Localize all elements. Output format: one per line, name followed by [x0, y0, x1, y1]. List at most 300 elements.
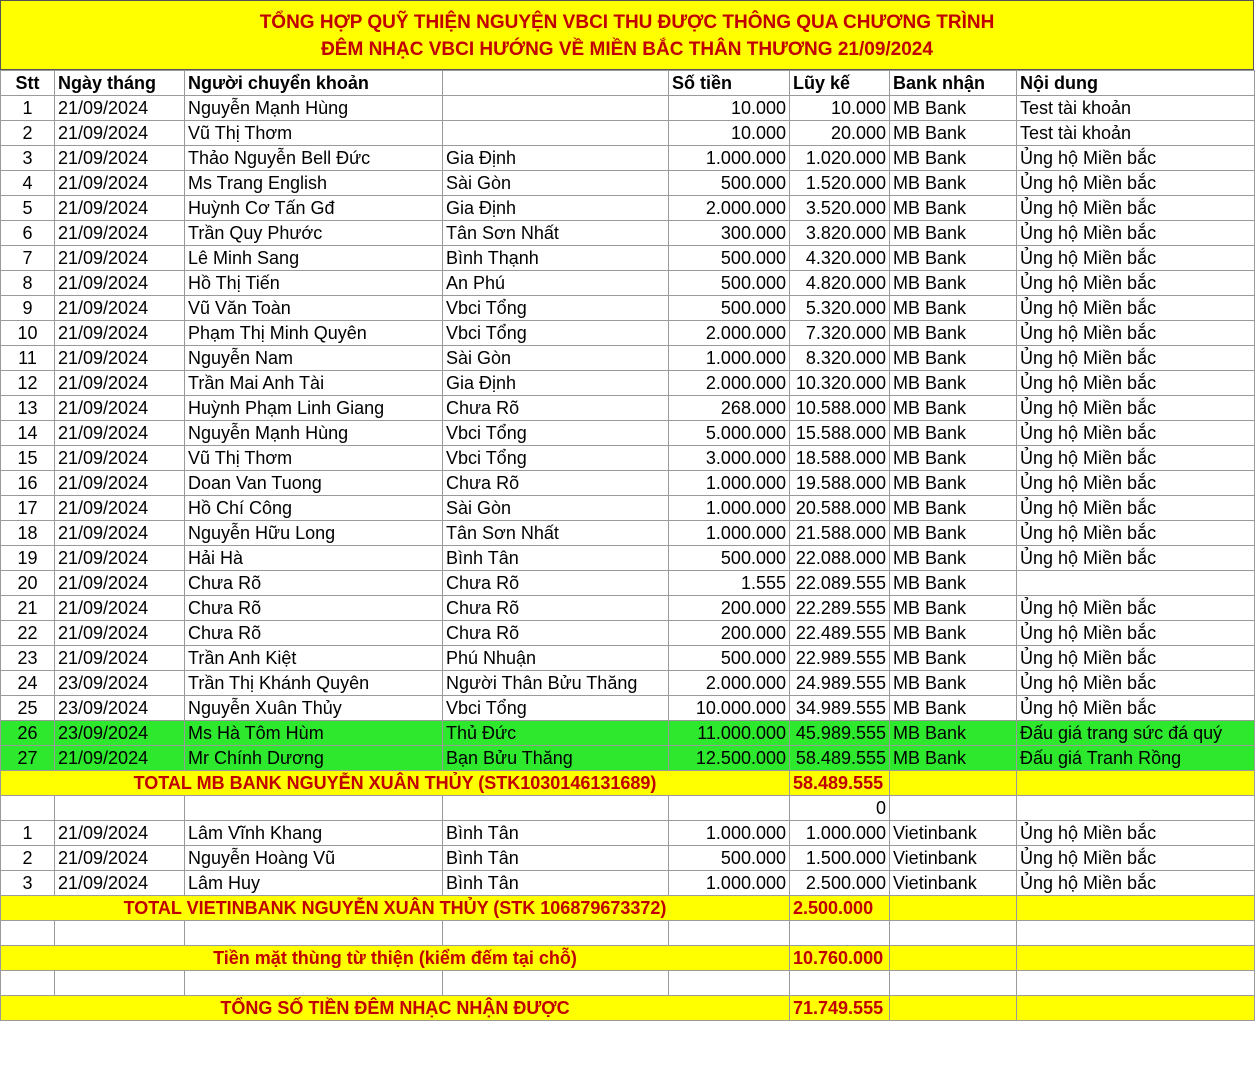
cell-cumulative: 20.588.000 — [790, 496, 890, 521]
grand-total-row — [1, 996, 1255, 1021]
cell-content: Ủng hộ Miền bắc — [1017, 221, 1255, 246]
cell-stt: 4 — [1, 171, 55, 196]
header-cumulative: Lũy kế — [790, 71, 890, 96]
table-row — [1, 421, 1255, 446]
cell-stt: 7 — [1, 246, 55, 271]
header-sender: Người chuyển khoản — [185, 71, 443, 96]
cell-place: Bình Tân — [443, 871, 669, 896]
cell-sender: Trần Mai Anh Tài — [185, 371, 443, 396]
table-row — [1, 521, 1255, 546]
empty-cell — [1017, 921, 1255, 946]
table-row — [1, 571, 1255, 596]
cell-stt: 13 — [1, 396, 55, 421]
cell-cumulative: 3.520.000 — [790, 196, 890, 221]
cell-sender: Nguyễn Nam — [185, 346, 443, 371]
cell-date: 21/09/2024 — [55, 546, 185, 571]
empty-cell — [890, 971, 1017, 996]
table-row — [1, 371, 1255, 396]
title-line-2: ĐÊM NHẠC VBCI HƯỚNG VỀ MIỀN BẮC THÂN THƯƠNG 21/09/2024 — [321, 39, 933, 60]
cell-sender: Ms Hà Tôm Hùm — [185, 721, 443, 746]
cell-date: 21/09/2024 — [55, 321, 185, 346]
cell-place: Chưa Rõ — [443, 396, 669, 421]
cell-sender: Hải Hà — [185, 546, 443, 571]
cell-bank: MB Bank — [890, 171, 1017, 196]
cell-bank: MB Bank — [890, 221, 1017, 246]
cell-date: 21/09/2024 — [55, 846, 185, 871]
cell-sender: Nguyễn Hữu Long — [185, 521, 443, 546]
cell-cumulative: 24.989.555 — [790, 671, 890, 696]
cell-sender: Trần Anh Kiệt — [185, 646, 443, 671]
cell-content: Đấu giá Tranh Rồng — [1017, 746, 1255, 771]
empty-cell — [185, 921, 443, 946]
header-row — [1, 71, 1255, 96]
cell-content: Ủng hộ Miền bắc — [1017, 621, 1255, 646]
cell-stt: 12 — [1, 371, 55, 396]
table-row — [1, 296, 1255, 321]
cell-content: Ủng hộ Miền bắc — [1017, 671, 1255, 696]
cell-content: Ủng hộ Miền bắc — [1017, 596, 1255, 621]
empty-row — [1, 796, 1255, 821]
cell-cumulative: 7.320.000 — [790, 321, 890, 346]
empty-cell — [55, 971, 185, 996]
cell-cumulative: 8.320.000 — [790, 346, 890, 371]
cell-amount: 10.000 — [669, 121, 790, 146]
empty-cell — [890, 996, 1017, 1021]
mb-total-row-label: TOTAL MB BANK NGUYỄN XUÂN THỦY (STK1030146131689) — [1, 771, 790, 796]
cell-bank: MB Bank — [890, 246, 1017, 271]
vietin-total-row-value: 2.500.000 — [790, 896, 890, 921]
cell-place: Vbci Tổng — [443, 421, 669, 446]
cell-place: Vbci Tổng — [443, 696, 669, 721]
table-row — [1, 821, 1255, 846]
cell-content: Ủng hộ Miền bắc — [1017, 346, 1255, 371]
cell-date: 21/09/2024 — [55, 346, 185, 371]
cell-content: Test tài khoản — [1017, 121, 1255, 146]
cell-stt: 8 — [1, 271, 55, 296]
table-row — [1, 871, 1255, 896]
cell-bank: Vietinbank — [890, 846, 1017, 871]
header-bank: Bank nhận — [890, 71, 1017, 96]
cell-content: Ủng hộ Miền bắc — [1017, 646, 1255, 671]
empty-cell — [1, 921, 55, 946]
cell-content: Ủng hộ Miền bắc — [1017, 296, 1255, 321]
cell-stt: 27 — [1, 746, 55, 771]
table-row — [1, 146, 1255, 171]
cell-stt: 16 — [1, 471, 55, 496]
cell-date: 21/09/2024 — [55, 446, 185, 471]
cell-amount: 11.000.000 — [669, 721, 790, 746]
cell-amount: 1.000.000 — [669, 146, 790, 171]
empty-cell — [890, 946, 1017, 971]
cell-place: Bình Thạnh — [443, 246, 669, 271]
cell-content: Ủng hộ Miền bắc — [1017, 471, 1255, 496]
cell-bank: Vietinbank — [890, 871, 1017, 896]
cell-amount: 500.000 — [669, 646, 790, 671]
cell-place: Vbci Tổng — [443, 296, 669, 321]
cell-place: Chưa Rõ — [443, 621, 669, 646]
empty-cell — [669, 796, 790, 821]
table-row — [1, 846, 1255, 871]
cell-stt: 26 — [1, 721, 55, 746]
cell-amount: 2.000.000 — [669, 321, 790, 346]
cell-stt: 22 — [1, 621, 55, 646]
cell-content: Ủng hộ Miền bắc — [1017, 846, 1255, 871]
cell-stt: 14 — [1, 421, 55, 446]
sheet-title — [0, 0, 1254, 70]
cell-sender: Vũ Văn Toàn — [185, 296, 443, 321]
cell-amount: 1.000.000 — [669, 496, 790, 521]
cell-cumulative: 22.289.555 — [790, 596, 890, 621]
table-row — [1, 746, 1255, 771]
cell-place: Chưa Rõ — [443, 596, 669, 621]
title-line-1: TỔNG HỢP QUỸ THIỆN NGUYỆN VBCI THU ĐƯỢC THÔNG QUA CHƯƠNG TRÌNH — [259, 12, 995, 33]
cell-cumulative: 2.500.000 — [790, 871, 890, 896]
cell-stt: 15 — [1, 446, 55, 471]
cell-date: 23/09/2024 — [55, 696, 185, 721]
cell-content — [1017, 571, 1255, 596]
cell-place: Bình Tân — [443, 546, 669, 571]
cell-sender: Trần Quy Phước — [185, 221, 443, 246]
cell-cumulative: 19.588.000 — [790, 471, 890, 496]
cell-bank: MB Bank — [890, 596, 1017, 621]
empty-cell — [890, 771, 1017, 796]
cell-date: 21/09/2024 — [55, 146, 185, 171]
table-row — [1, 271, 1255, 296]
table-row — [1, 446, 1255, 471]
table-row — [1, 696, 1255, 721]
cell-date: 21/09/2024 — [55, 296, 185, 321]
cell-stt: 23 — [1, 646, 55, 671]
empty-cell — [1017, 771, 1255, 796]
cell-place: Sài Gòn — [443, 171, 669, 196]
vietin-total-row-label: TOTAL VIETINBANK NGUYỄN XUÂN THỦY (STK 106879673372) — [1, 896, 790, 921]
cell-amount: 200.000 — [669, 621, 790, 646]
cell-bank: MB Bank — [890, 346, 1017, 371]
cell-sender: Ms Trang English — [185, 171, 443, 196]
cell-stt: 11 — [1, 346, 55, 371]
table-row — [1, 221, 1255, 246]
empty-cell: 0 — [790, 796, 890, 821]
cell-cumulative: 22.989.555 — [790, 646, 890, 671]
cell-place — [443, 96, 669, 121]
cell-date: 21/09/2024 — [55, 221, 185, 246]
cell-sender: Nguyễn Mạnh Hùng — [185, 96, 443, 121]
empty-cell — [443, 971, 669, 996]
cell-cumulative: 34.989.555 — [790, 696, 890, 721]
cell-stt: 10 — [1, 321, 55, 346]
cell-bank: MB Bank — [890, 321, 1017, 346]
cell-bank: MB Bank — [890, 421, 1017, 446]
empty-row — [1, 921, 1255, 946]
empty-cell — [890, 921, 1017, 946]
empty-cell — [669, 971, 790, 996]
cell-sender: Chưa Rõ — [185, 571, 443, 596]
cell-place: Tân Sơn Nhất — [443, 521, 669, 546]
cell-stt: 25 — [1, 696, 55, 721]
cell-place: Bình Tân — [443, 821, 669, 846]
cell-stt: 19 — [1, 546, 55, 571]
cell-amount: 500.000 — [669, 846, 790, 871]
header-date: Ngày tháng — [55, 71, 185, 96]
cell-content: Ủng hộ Miền bắc — [1017, 146, 1255, 171]
empty-cell — [185, 971, 443, 996]
cell-sender: Chưa Rõ — [185, 596, 443, 621]
table-row — [1, 121, 1255, 146]
donation-table — [0, 70, 1255, 1021]
cell-bank: MB Bank — [890, 196, 1017, 221]
grand-total-row-label: TỔNG SỐ TIỀN ĐÊM NHẠC NHẬN ĐƯỢC — [1, 996, 790, 1021]
cell-cumulative: 1.020.000 — [790, 146, 890, 171]
cell-stt: 2 — [1, 846, 55, 871]
cell-content: Ủng hộ Miền bắc — [1017, 396, 1255, 421]
cell-content: Ủng hộ Miền bắc — [1017, 871, 1255, 896]
table-row — [1, 471, 1255, 496]
cell-bank: MB Bank — [890, 571, 1017, 596]
mb-total-row — [1, 771, 1255, 796]
cell-amount: 500.000 — [669, 171, 790, 196]
cell-cumulative: 1.000.000 — [790, 821, 890, 846]
cell-sender: Vũ Thị Thơm — [185, 446, 443, 471]
cell-bank: MB Bank — [890, 671, 1017, 696]
cell-place: Chưa Rõ — [443, 471, 669, 496]
cell-amount: 500.000 — [669, 271, 790, 296]
empty-cell — [1017, 971, 1255, 996]
header-amount: Số tiền — [669, 71, 790, 96]
cell-amount: 1.000.000 — [669, 821, 790, 846]
cell-content: Ủng hộ Miền bắc — [1017, 421, 1255, 446]
cell-sender: Hồ Thị Tiến — [185, 271, 443, 296]
cell-bank: Vietinbank — [890, 821, 1017, 846]
cell-date: 21/09/2024 — [55, 371, 185, 396]
cell-amount: 10.000.000 — [669, 696, 790, 721]
table-row — [1, 721, 1255, 746]
cell-date: 21/09/2024 — [55, 271, 185, 296]
cell-place: Vbci Tổng — [443, 321, 669, 346]
empty-cell — [890, 796, 1017, 821]
cell-stt: 1 — [1, 96, 55, 121]
cell-content: Ủng hộ Miền bắc — [1017, 496, 1255, 521]
cell-sender: Mr Chính Dương — [185, 746, 443, 771]
table-row — [1, 171, 1255, 196]
cell-amount: 12.500.000 — [669, 746, 790, 771]
empty-cell — [443, 796, 669, 821]
cell-date: 21/09/2024 — [55, 871, 185, 896]
cell-amount: 1.000.000 — [669, 521, 790, 546]
cell-stt: 3 — [1, 146, 55, 171]
cell-date: 21/09/2024 — [55, 571, 185, 596]
cell-place: Chưa Rõ — [443, 571, 669, 596]
cell-bank: MB Bank — [890, 646, 1017, 671]
table-row — [1, 671, 1255, 696]
cell-place: Người Thân Bửu Thăng — [443, 671, 669, 696]
empty-cell — [1, 971, 55, 996]
header-content: Nội dung — [1017, 71, 1255, 96]
cell-amount: 1.555 — [669, 571, 790, 596]
cell-bank: MB Bank — [890, 271, 1017, 296]
cell-sender: Nguyễn Xuân Thủy — [185, 696, 443, 721]
empty-cell — [790, 921, 890, 946]
cell-sender: Phạm Thị Minh Quyên — [185, 321, 443, 346]
cell-stt: 18 — [1, 521, 55, 546]
empty-cell — [55, 921, 185, 946]
cell-date: 21/09/2024 — [55, 521, 185, 546]
table-row — [1, 96, 1255, 121]
cell-date: 21/09/2024 — [55, 496, 185, 521]
cell-sender: Nguyễn Mạnh Hùng — [185, 421, 443, 446]
cell-place: Tân Sơn Nhất — [443, 221, 669, 246]
cell-amount: 300.000 — [669, 221, 790, 246]
cell-cumulative: 10.320.000 — [790, 371, 890, 396]
mb-total-row-value: 58.489.555 — [790, 771, 890, 796]
cell-place: An Phú — [443, 271, 669, 296]
cell-cumulative: 20.000 — [790, 121, 890, 146]
cell-content: Test tài khoản — [1017, 96, 1255, 121]
cell-cumulative: 3.820.000 — [790, 221, 890, 246]
cell-date: 21/09/2024 — [55, 621, 185, 646]
header-place — [443, 71, 669, 96]
cell-sender: Vũ Thị Thơm — [185, 121, 443, 146]
cell-stt: 17 — [1, 496, 55, 521]
empty-cell — [1017, 996, 1255, 1021]
table-row — [1, 621, 1255, 646]
cell-bank: MB Bank — [890, 371, 1017, 396]
cell-bank: MB Bank — [890, 521, 1017, 546]
cell-date: 21/09/2024 — [55, 246, 185, 271]
cell-bank: MB Bank — [890, 746, 1017, 771]
cash-row-value: 10.760.000 — [790, 946, 890, 971]
cell-sender: Lê Minh Sang — [185, 246, 443, 271]
cell-place: Gia Định — [443, 196, 669, 221]
cell-cumulative: 4.320.000 — [790, 246, 890, 271]
empty-row — [1, 971, 1255, 996]
cell-amount: 2.000.000 — [669, 371, 790, 396]
cell-date: 21/09/2024 — [55, 746, 185, 771]
cell-stt: 6 — [1, 221, 55, 246]
cell-bank: MB Bank — [890, 146, 1017, 171]
cell-sender: Lâm Vĩnh Khang — [185, 821, 443, 846]
cell-stt: 20 — [1, 571, 55, 596]
cell-sender: Thảo Nguyễn Bell Đức — [185, 146, 443, 171]
empty-cell — [669, 921, 790, 946]
cell-cumulative: 4.820.000 — [790, 271, 890, 296]
cell-bank: MB Bank — [890, 471, 1017, 496]
table-row — [1, 546, 1255, 571]
cell-content: Ủng hộ Miền bắc — [1017, 371, 1255, 396]
cell-bank: MB Bank — [890, 396, 1017, 421]
cell-amount: 500.000 — [669, 296, 790, 321]
cell-content: Ủng hộ Miền bắc — [1017, 171, 1255, 196]
header-stt: Stt — [1, 71, 55, 96]
cell-stt: 21 — [1, 596, 55, 621]
cell-date: 23/09/2024 — [55, 671, 185, 696]
empty-cell — [790, 971, 890, 996]
cell-bank: MB Bank — [890, 721, 1017, 746]
cell-cumulative: 1.520.000 — [790, 171, 890, 196]
cell-amount: 1.000.000 — [669, 871, 790, 896]
cell-date: 21/09/2024 — [55, 196, 185, 221]
cell-date: 21/09/2024 — [55, 121, 185, 146]
table-row — [1, 596, 1255, 621]
cell-amount: 5.000.000 — [669, 421, 790, 446]
cell-date: 21/09/2024 — [55, 646, 185, 671]
table-row — [1, 346, 1255, 371]
cell-cumulative: 10.000 — [790, 96, 890, 121]
cell-date: 21/09/2024 — [55, 421, 185, 446]
cell-content: Ủng hộ Miền bắc — [1017, 546, 1255, 571]
cash-row-label: Tiền mặt thùng từ thiện (kiểm đếm tại chỗ) — [1, 946, 790, 971]
cell-date: 21/09/2024 — [55, 596, 185, 621]
empty-cell — [1017, 946, 1255, 971]
empty-cell — [443, 921, 669, 946]
cell-bank: MB Bank — [890, 121, 1017, 146]
cell-amount: 1.000.000 — [669, 346, 790, 371]
cell-place: Phú Nhuận — [443, 646, 669, 671]
cell-bank: MB Bank — [890, 446, 1017, 471]
cell-content: Ủng hộ Miền bắc — [1017, 521, 1255, 546]
cell-stt: 9 — [1, 296, 55, 321]
cell-bank: MB Bank — [890, 496, 1017, 521]
cell-date: 21/09/2024 — [55, 96, 185, 121]
cell-sender: Doan Van Tuong — [185, 471, 443, 496]
table-row — [1, 646, 1255, 671]
cell-content: Ủng hộ Miền bắc — [1017, 821, 1255, 846]
table-row — [1, 321, 1255, 346]
cell-sender: Nguyễn Hoàng Vũ — [185, 846, 443, 871]
cell-amount: 268.000 — [669, 396, 790, 421]
cell-content: Ủng hộ Miền bắc — [1017, 246, 1255, 271]
cell-cumulative: 10.588.000 — [790, 396, 890, 421]
cell-cumulative: 45.989.555 — [790, 721, 890, 746]
cell-place — [443, 121, 669, 146]
cell-cumulative: 22.489.555 — [790, 621, 890, 646]
cell-date: 21/09/2024 — [55, 396, 185, 421]
empty-cell — [1017, 796, 1255, 821]
cell-stt: 3 — [1, 871, 55, 896]
cell-cumulative: 58.489.555 — [790, 746, 890, 771]
cell-place: Gia Định — [443, 371, 669, 396]
cell-place: Bình Tân — [443, 846, 669, 871]
cell-place: Gia Định — [443, 146, 669, 171]
cell-date: 21/09/2024 — [55, 471, 185, 496]
cell-place: Sài Gòn — [443, 496, 669, 521]
table-row — [1, 396, 1255, 421]
table-body — [1, 96, 1255, 1021]
cell-content: Ủng hộ Miền bắc — [1017, 696, 1255, 721]
table-row — [1, 196, 1255, 221]
table-row — [1, 246, 1255, 271]
empty-cell — [1, 796, 55, 821]
cell-sender: Hồ Chí Công — [185, 496, 443, 521]
grand-total-row-value: 71.749.555 — [790, 996, 890, 1021]
cell-place: Vbci Tổng — [443, 446, 669, 471]
cell-bank: MB Bank — [890, 696, 1017, 721]
cell-cumulative: 22.088.000 — [790, 546, 890, 571]
cell-amount: 2.000.000 — [669, 671, 790, 696]
cell-stt: 24 — [1, 671, 55, 696]
cell-amount: 500.000 — [669, 246, 790, 271]
cell-cumulative: 1.500.000 — [790, 846, 890, 871]
cell-amount: 500.000 — [669, 546, 790, 571]
cell-stt: 2 — [1, 121, 55, 146]
empty-cell — [185, 796, 443, 821]
cell-content: Đấu giá trang sức đá quý — [1017, 721, 1255, 746]
cell-cumulative: 18.588.000 — [790, 446, 890, 471]
cell-stt: 1 — [1, 821, 55, 846]
cell-place: Sài Gòn — [443, 346, 669, 371]
cell-content: Ủng hộ Miền bắc — [1017, 196, 1255, 221]
cell-cumulative: 22.089.555 — [790, 571, 890, 596]
table-row — [1, 496, 1255, 521]
